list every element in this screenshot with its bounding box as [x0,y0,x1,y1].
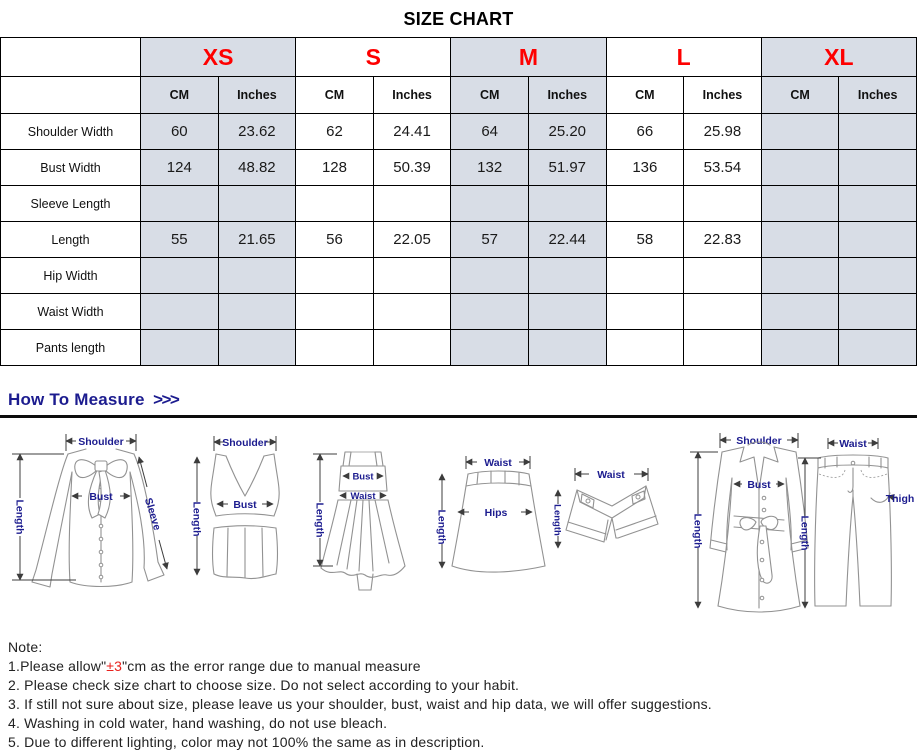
cell [218,294,296,330]
cell [373,258,451,294]
corner-cell [1,77,141,114]
figure-tank-top [184,432,296,602]
row-label: Bust Width [1,150,141,186]
blouse-bow [75,460,127,518]
table-row [1,150,917,186]
row-label: Sleeve Length [1,186,141,222]
cell: 22.44 [528,222,606,258]
note-line: 3. If still not sure about size, please leave us your shoulder, bust, waist and hip data, we will offer suggestions. [8,696,712,712]
cell [296,186,374,222]
cell [528,294,606,330]
cell [839,114,917,150]
corner-cell [1,38,141,77]
cell [373,294,451,330]
skirt-waist-label: Waist [484,457,512,469]
cell [839,222,917,258]
unit-header-row [1,77,917,114]
size-header-m: M [451,38,606,77]
notes-heading: Note: [8,639,43,655]
table-row [1,294,917,330]
dress-bust-label: Bust [352,471,374,483]
shorts-outline [566,486,658,542]
size-header-xl: XL [761,38,916,77]
cell [684,330,762,366]
tank-length-label: Length [190,501,203,537]
cell [141,330,219,366]
cell: 53.54 [684,150,762,186]
chevrons-icon: >>> [153,390,179,409]
tank-bust-label: Bust [233,499,257,511]
skirt-outline [452,471,545,572]
unit-header: CM [296,77,374,114]
cell [373,330,451,366]
blouse-sleeve-label: Sleeve [141,496,164,532]
tank-shoulder-label: Shoulder [222,437,268,449]
note-line: 5. Due to different lighting, color may not 100% the same as in description. [8,734,485,750]
cell [606,330,684,366]
pants-outline [815,455,892,606]
pants-waist-label: Waist [839,438,867,450]
size-header-xs: XS [141,38,296,77]
unit-header: Inches [528,77,606,114]
cell: 21.65 [218,222,296,258]
table-row [1,258,917,294]
cell [684,258,762,294]
cell: 132 [451,150,529,186]
cell [839,330,917,366]
cell [528,258,606,294]
shorts-waist-label: Waist [597,469,625,481]
figure-blouse [6,430,176,605]
cell [296,330,374,366]
cell [451,294,529,330]
unit-header: CM [606,77,684,114]
figure-shorts [552,468,672,580]
cell: 62 [296,114,374,150]
cell: 136 [606,150,684,186]
cell: 48.82 [218,150,296,186]
cell [141,294,219,330]
cell: 66 [606,114,684,150]
cell: 22.05 [373,222,451,258]
shorts-length-label: Length [551,504,563,536]
cell [218,186,296,222]
cell [606,258,684,294]
unit-header: Inches [218,77,296,114]
skirt-hips-label: Hips [484,507,508,519]
cell [606,186,684,222]
cell [606,294,684,330]
unit-header: CM [761,77,839,114]
note-text: "cm as the error range due to manual measure [122,658,421,674]
unit-header: Inches [684,77,762,114]
cell [141,186,219,222]
cell: 25.20 [528,114,606,150]
row-label: Length [1,222,141,258]
cell: 64 [451,114,529,150]
row-label: Pants length [1,330,141,366]
cell: 124 [141,150,219,186]
cell [761,294,839,330]
row-label: Hip Width [1,258,141,294]
skirt-length-label: Length [435,509,448,545]
cell: 23.62 [218,114,296,150]
cell [451,258,529,294]
page-title: SIZE CHART [403,9,514,29]
dress-waist-label: Waist [350,491,376,502]
note-line [8,657,917,676]
cell [296,294,374,330]
tank-outline [211,454,279,579]
cell [373,186,451,222]
row-label: Shoulder Width [1,114,141,150]
unit-header: CM [451,77,529,114]
unit-header: Inches [839,77,917,114]
cell: 22.83 [684,222,762,258]
coat-bust-label: Bust [747,479,771,491]
blouse-length-label: Length [13,499,26,535]
how-to-measure-header [0,390,917,418]
unit-header: CM [141,77,219,114]
cell [761,330,839,366]
cell: 24.41 [373,114,451,150]
table-row [1,186,917,222]
row-label: Waist Width [1,294,141,330]
how-to-measure-title: How To Measure [8,390,145,409]
unit-header: Inches [373,77,451,114]
cell: 58 [606,222,684,258]
note-text: 1.Please allow" [8,658,107,674]
coat-shoulder-label: Shoulder [736,435,782,447]
dress-length-label: Length [313,502,326,538]
coat-length-label: Length [691,513,704,549]
note-highlight: ±3 [106,658,123,674]
cell [528,186,606,222]
cell [684,294,762,330]
size-header-s: S [296,38,451,77]
cell [218,258,296,294]
figure-pants [793,438,917,613]
blouse-bust-label: Bust [89,491,113,503]
cell [141,258,219,294]
notes-section [0,638,917,752]
table-row [1,330,917,366]
cell: 128 [296,150,374,186]
cell: 25.98 [684,114,762,150]
cell [839,150,917,186]
cell [839,258,917,294]
cell: 50.39 [373,150,451,186]
figure-skirt [430,454,565,599]
cell [839,294,917,330]
cell: 60 [141,114,219,150]
cell [451,330,529,366]
cell [761,186,839,222]
cell [761,114,839,150]
figure-dress [307,446,419,616]
cell [528,330,606,366]
cell [761,222,839,258]
table-row [1,222,917,258]
pants-thigh-label: Thigh [885,493,915,505]
note-line: 4. Washing in cold water, hand washing, do not use bleach. [8,715,388,731]
blouse-shoulder-label: Shoulder [78,436,124,448]
cell [761,150,839,186]
table-row [1,114,917,150]
cell: 51.97 [528,150,606,186]
size-header-row [1,38,917,77]
cell [218,330,296,366]
size-table [0,37,917,366]
pants-length-label: Length [798,515,811,551]
measure-figures [0,418,917,630]
cell [296,258,374,294]
cell: 55 [141,222,219,258]
cell [684,186,762,222]
note-line: 2. Please check size chart to choose size. Do not select according to your habit. [8,677,520,693]
cell [839,186,917,222]
cell: 57 [451,222,529,258]
size-header-l: L [606,38,761,77]
cell [451,186,529,222]
cell: 56 [296,222,374,258]
cell [761,258,839,294]
